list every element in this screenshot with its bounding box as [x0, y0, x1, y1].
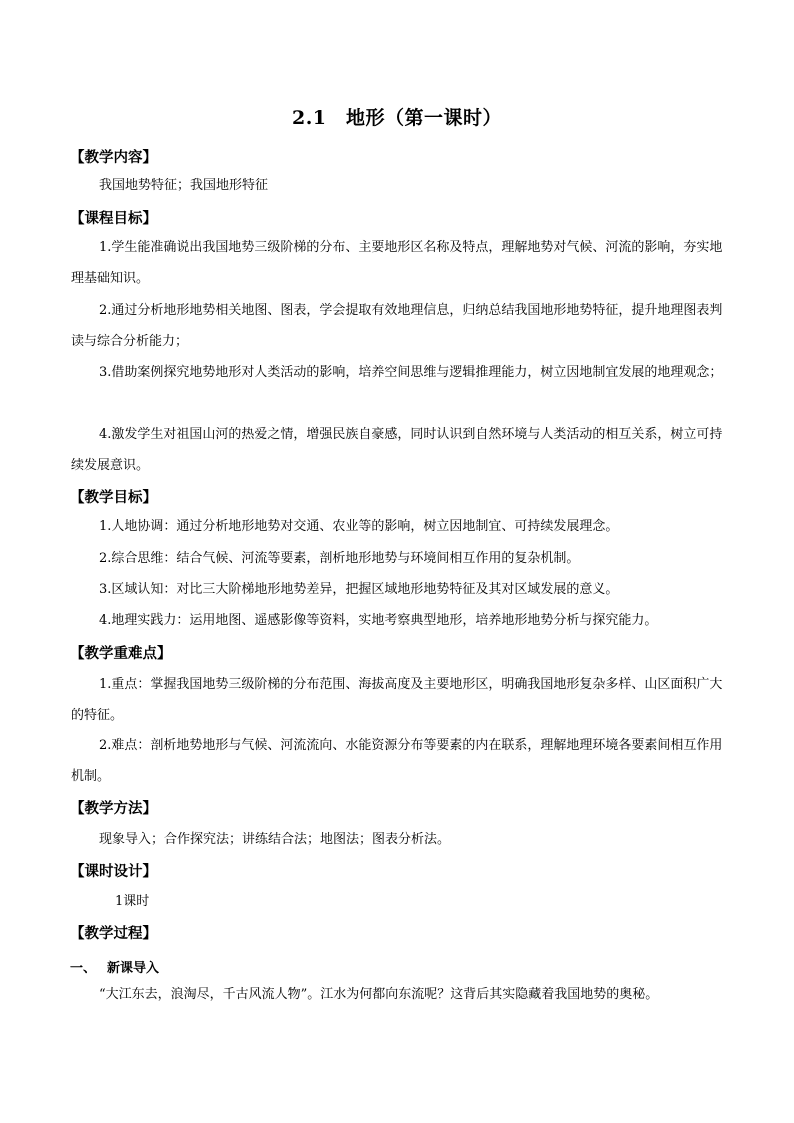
hours-text: 1课时 — [115, 894, 150, 909]
key-point-item: 1.重点：掌握我国地势三级阶梯的分布范围、海拔高度及主要地形区，明确我国地形复杂多样、山区面积广大的特征。 — [71, 677, 723, 723]
course-goal-item: 3.借助案例探究地势地形对人类活动的影响，培养空间思维与逻辑推理能力，树立因地制宜发展的地理观念； — [99, 365, 723, 380]
teaching-goal-item: 3.区域认知：对比三大阶梯地形地势差异，把握区域地形地势特征及其对区域发展的意义。 — [99, 582, 619, 597]
content-text: 我国地势特征；我国地形特征 — [99, 178, 269, 193]
key-point-item: 2.难点：剖析地势地形与气候、河流流向、水能资源分布等要素的内在联系，理解地理环境各要素间相互作用机制。 — [71, 738, 723, 784]
process-sub-title: 新课导入 — [107, 961, 160, 976]
process-subheading — [70, 957, 159, 976]
methods-text: 现象导入；合作探究法；讲练结合法；地图法；图表分析法。 — [99, 832, 451, 847]
course-goal-item: 2.通过分析地形地势相关地图、图表，学会提取有效地理信息，归纳总结我国地形地势特征，提升地理图表判读与综合分析能力； — [71, 303, 723, 349]
process-text: “大江东去，浪淘尽，千古风流人物”。江水为何都向东流呢？这背后其实隐藏着我国地势的奥秘。 — [99, 987, 659, 1002]
section-heading-course-goals: 【课程目标】 — [70, 210, 157, 227]
course-goal-item: 1.学生能准确说出我国地势三级阶梯的分布、主要地形区名称及特点，理解地势对气候、河流的影响，夯实地理基础知识。 — [71, 240, 723, 286]
section-heading-methods: 【教学方法】 — [70, 800, 157, 817]
course-goal-item: 4.激发学生对祖国山河的热爱之情，增强民族自豪感，同时认识到自然环境与人类活动的相互关系，树立可持续发展意识。 — [71, 427, 723, 473]
section-heading-key-points: 【教学重难点】 — [70, 645, 172, 662]
document-title: 2.1 地形（第一课时） — [291, 107, 503, 129]
teaching-goal-item: 1.人地协调：通过分析地形地势对交通、农业等的影响，树立因地制宜、可持续发展理念。 — [99, 519, 619, 534]
teaching-goal-item: 4.地理实践力：运用地图、遥感影像等资料，实地考察典型地形，培养地形地势分析与探究能力。 — [99, 613, 658, 628]
section-heading-process: 【教学过程】 — [70, 925, 157, 942]
teaching-goal-item: 2.综合思维：结合气候、河流等要素，剖析地形地势与环境间相互作用的复杂机制。 — [99, 551, 580, 566]
section-heading-content: 【教学内容】 — [70, 149, 157, 166]
process-sub-number: 一、 — [70, 961, 97, 976]
section-heading-teaching-goals: 【教学目标】 — [70, 489, 157, 506]
section-heading-hours: 【课时设计】 — [70, 863, 157, 880]
